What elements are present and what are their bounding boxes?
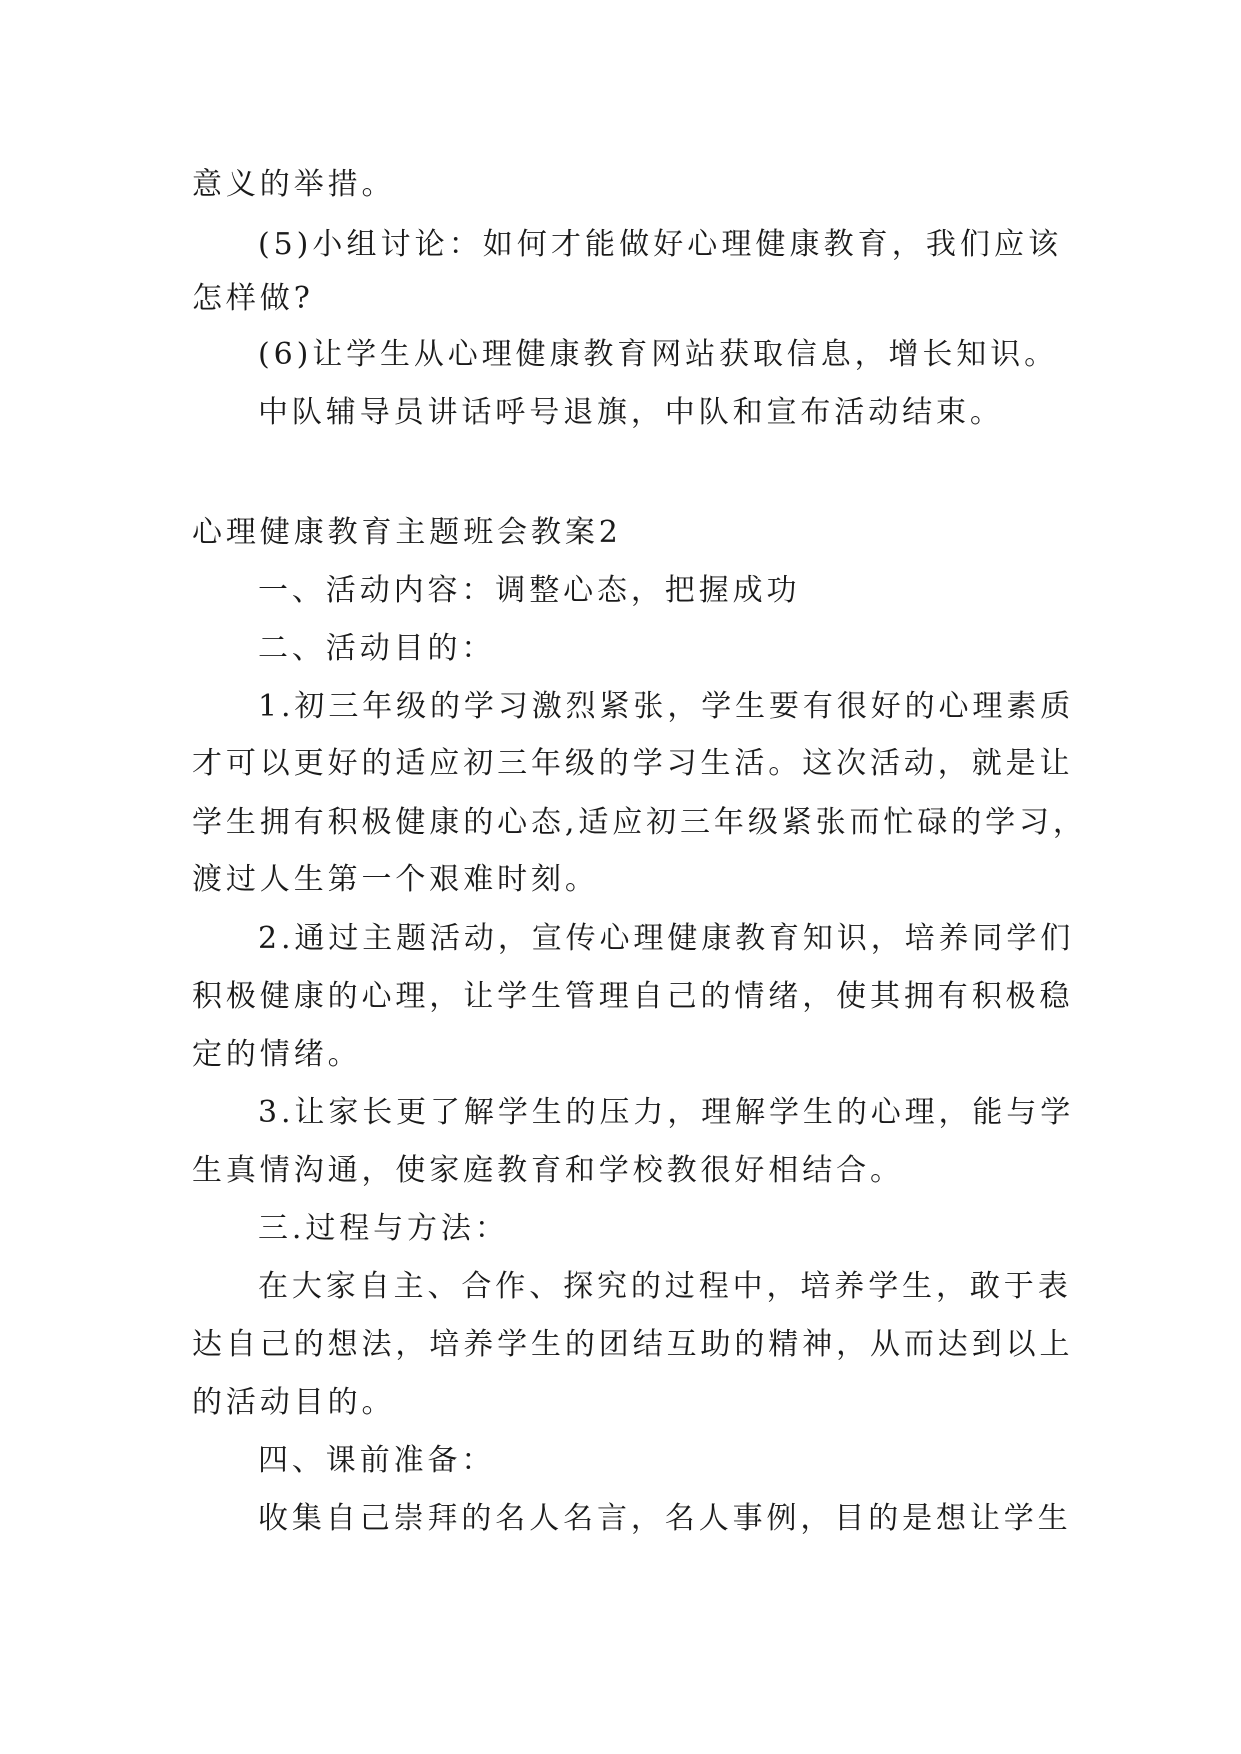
paragraph-line: 四、课前准备： [258, 1443, 496, 1478]
paragraph-line: 定的情绪。 [192, 1037, 362, 1072]
paragraph-line: 三.过程与方法： [258, 1211, 509, 1246]
paragraph-line: 怎样做? [192, 281, 314, 316]
paragraph-line: 渡过人生第一个艰难时刻。 [192, 862, 599, 897]
paragraph-line: 收集自己崇拜的名人名言，名人事例，目的是想让学生 [258, 1501, 1072, 1536]
paragraph-line: 3.让家长更了解学生的压力，理解学生的心理，能与学 [258, 1095, 1075, 1130]
paragraph-line: 才可以更好的适应初三年级的学习生活。这次活动，就是让 [192, 746, 1074, 781]
section-title: 心理健康教育主题班会教案2 [192, 515, 622, 550]
paragraph-line: (5)小组讨论：如何才能做好心理健康教育，我们应该 [258, 227, 1062, 262]
paragraph-line: 一、活动内容：调整心态，把握成功 [258, 573, 801, 608]
paragraph-line: 二、活动目的： [258, 631, 496, 666]
paragraph-line: 的活动目的。 [192, 1385, 396, 1420]
paragraph-line: (6)让学生从心理健康教育网站获取信息，增长知识。 [258, 337, 1058, 372]
paragraph-line: 生真情沟通，使家庭教育和学校教很好相结合。 [192, 1153, 904, 1188]
paragraph-line: 达自己的想法，培养学生的团结互助的精神，从而达到以上 [192, 1327, 1074, 1362]
paragraph-line: 在大家自主、合作、探究的过程中，培养学生，敢于表 [258, 1269, 1072, 1304]
paragraph-line: 中队辅导员讲话呼号退旗，中队和宣布活动结束。 [258, 395, 1004, 430]
paragraph-line: 1.初三年级的学习激烈紧张，学生要有很好的心理素质 [258, 689, 1075, 724]
paragraph-line: 学生拥有积极健康的心态,适应初三年级紧张而忙碌的学习， [192, 805, 1087, 840]
paragraph-line: 意义的举措。 [192, 167, 396, 202]
paragraph-line: 积极健康的心理，让学生管理自己的情绪，使其拥有积极稳 [192, 979, 1074, 1014]
paragraph-line: 2.通过主题活动，宣传心理健康教育知识，培养同学们 [258, 921, 1075, 956]
